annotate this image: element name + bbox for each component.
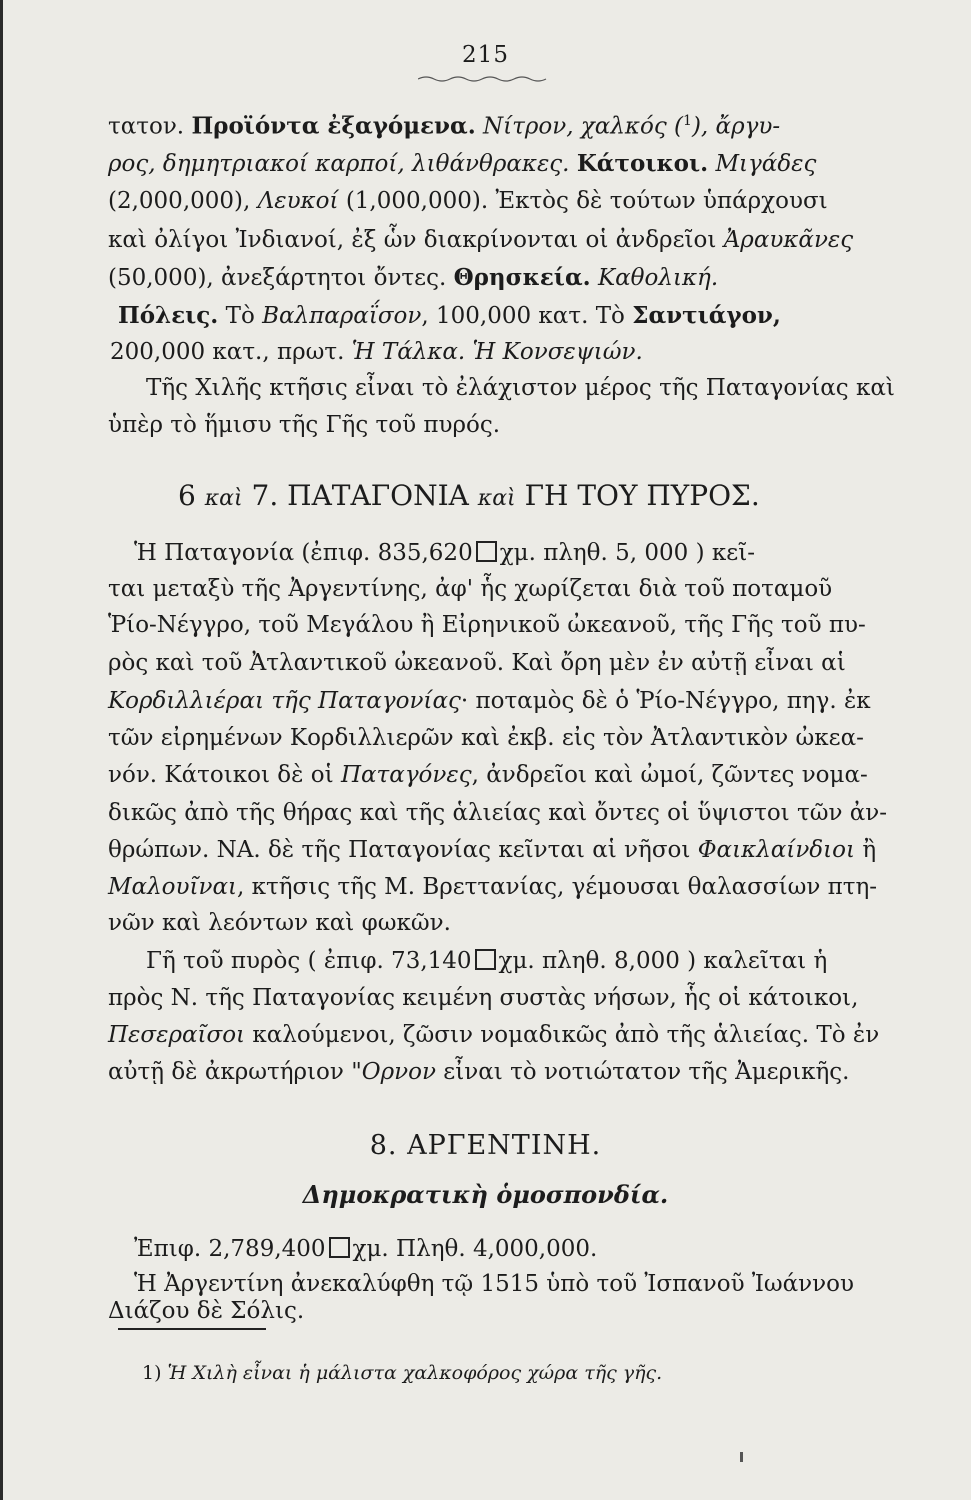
- text-line: Ῥίο-Νέγγρο, τοῦ Μεγάλου ἢ Εἰρηνικοῦ ὠκεανοῦ, τῆς Γῆς τοῦ πυ-: [108, 612, 866, 638]
- text-line: αὐτῇ δὲ ἀκρωτήριον "Ορνον εἶναι τὸ νοτιώτατον τῆς Ἀμερικῆς.: [108, 1059, 850, 1085]
- text-line: Πόλεις. Τὸ Βαλπαραΐσον, 100,000 κατ. Τὸ Σαντιάγον,: [118, 302, 781, 329]
- text-line: νόν. Κάτοικοι δὲ οἱ Παταγόνες, ἀνδρεῖοι καὶ ὠμοί, ζῶντες νομα-: [108, 762, 868, 788]
- text-line: Πεσεραῖσοι καλούμενοι, ζῶσιν νομαδικῶς ἀπὸ τῆς ἁλιείας. Τὸ ἐν: [108, 1022, 880, 1048]
- square-symbol-icon: [475, 949, 496, 970]
- text-line: δικῶς ἀπὸ τῆς θήρας καὶ τῆς ἁλιείας καὶ ὄντες οἱ ὕψιστοι τῶν ἀν-: [108, 800, 888, 826]
- section-subheading: Δημοκρατικὴ ὁμοσπονδία.: [302, 1180, 669, 1209]
- text-line: πρὸς Ν. τῆς Παταγονίας κειμένη συστὰς νήσων, ἧς οἱ κάτοικοι,: [108, 985, 859, 1011]
- text-line: Ἡ Παταγονία (ἐπιφ. 835,620 χμ. πληθ. 5, 000 ) κεῖ-: [134, 540, 755, 566]
- text-line: ρὸς καὶ τοῦ Ἀτλαντικοῦ ὠκεανοῦ. Καὶ ὄρη μὲν ἐν αὐτῇ εἶναι αἱ: [108, 650, 846, 676]
- text-line: Κορδιλλιέραι τῆς Παταγονίας· ποταμὸς δὲ ὁ Ῥίο-Νέγγρο, πηγ. ἐκ: [108, 688, 871, 714]
- text-line: θρώπων. ΝΑ. δὲ τῆς Παταγονίας κεῖνται αἱ νῆσοι Φαικλαίνδιοι ἢ: [108, 837, 877, 863]
- footnote-rule: [118, 1328, 266, 1330]
- section-heading: 8. ΑΡΓΕΝΤΙΝΗ.: [369, 1130, 602, 1161]
- text-line: τατον. Προϊόντα ἐξαγόμενα. Νίτρον, χαλκός ($^1$), ἄργυ-: [108, 112, 781, 140]
- text-line: ρος, δημητριακοί καρποί, λιθάνθρακες. Κάτοικοι. Μιγάδες: [108, 150, 817, 177]
- text-line: Μαλουῖναι, κτῆσις τῆς Μ. Βρεττανίας, γέμουσαι θαλασσίων πτη-: [108, 874, 878, 900]
- text-line: Γῆ τοῦ πυρὸς ( ἐπιφ. 73,140 χμ. πληθ. 8,000 ) καλεῖται ἡ: [146, 948, 828, 974]
- text-line: καὶ ὀλίγοι Ἰνδιανοί, ἐξ ὧν διακρίνονται οἱ ἀνδρεῖοι Ἀραυκᾶνες: [108, 227, 854, 253]
- ornament-rule-icon: [418, 75, 548, 83]
- text-line: νῶν καὶ λεόντων καὶ φωκῶν.: [108, 910, 451, 936]
- text-line: Διάζου δὲ Σόλις.: [108, 1298, 305, 1324]
- page-number: 215: [462, 42, 509, 68]
- text-line: 200,000 κατ., πρωτ. Ἡ Τάλκα. Ἡ Κονσεψιών.: [110, 339, 643, 365]
- scan-edge: [0, 0, 3, 1500]
- text-line: Ἡ Ἀργεντίνη ἀνεκαλύφθη τῷ 1515 ὑπὸ τοῦ Ἰσπανοῦ Ἰωάννου: [134, 1271, 854, 1297]
- square-symbol-icon: [329, 1237, 350, 1258]
- text-line: (50,000), ἀνεξάρτητοι ὄντες. Θρησκεία. Καθολική.: [108, 264, 719, 291]
- text-line: Ἐπιφ. 2,789,400 χμ. Πληθ. 4,000,000.: [134, 1236, 598, 1262]
- section-heading: 6 καὶ 7. ΠΑΤΑΓΟΝΙΑ καὶ ΓΗ ΤΟΥ ΠΥΡΟΣ.: [178, 479, 760, 512]
- text-line: ὑπὲρ τὸ ἥμισυ τῆς Γῆς τοῦ πυρός.: [108, 412, 501, 438]
- text-line: Τῆς Χιλῆς κτῆσις εἶναι τὸ ἐλάχιστον μέρος τῆς Παταγονίας καὶ: [146, 375, 895, 401]
- square-symbol-icon: [476, 541, 497, 562]
- text-line: (2,000,000), Λευκοί (1,000,000). Ἐκτὸς δὲ τούτων ὑπάρχουσι: [108, 188, 828, 214]
- text-line: ται μεταξὺ τῆς Ἀργεντίνης, ἀφ' ἧς χωρίζεται διὰ τοῦ ποταμοῦ: [108, 576, 833, 602]
- footnote: 1) Ἡ Χιλὴ εἶναι ἡ μάλιστα χαλκοφόρος χώρα τῆς γῆς.: [142, 1362, 663, 1384]
- ink-speck: [740, 1452, 743, 1462]
- text-line: τῶν εἰρημένων Κορδιλλιερῶν καὶ ἐκβ. εἰς τὸν Ἀτλαντικὸν ὠκεα-: [108, 725, 864, 751]
